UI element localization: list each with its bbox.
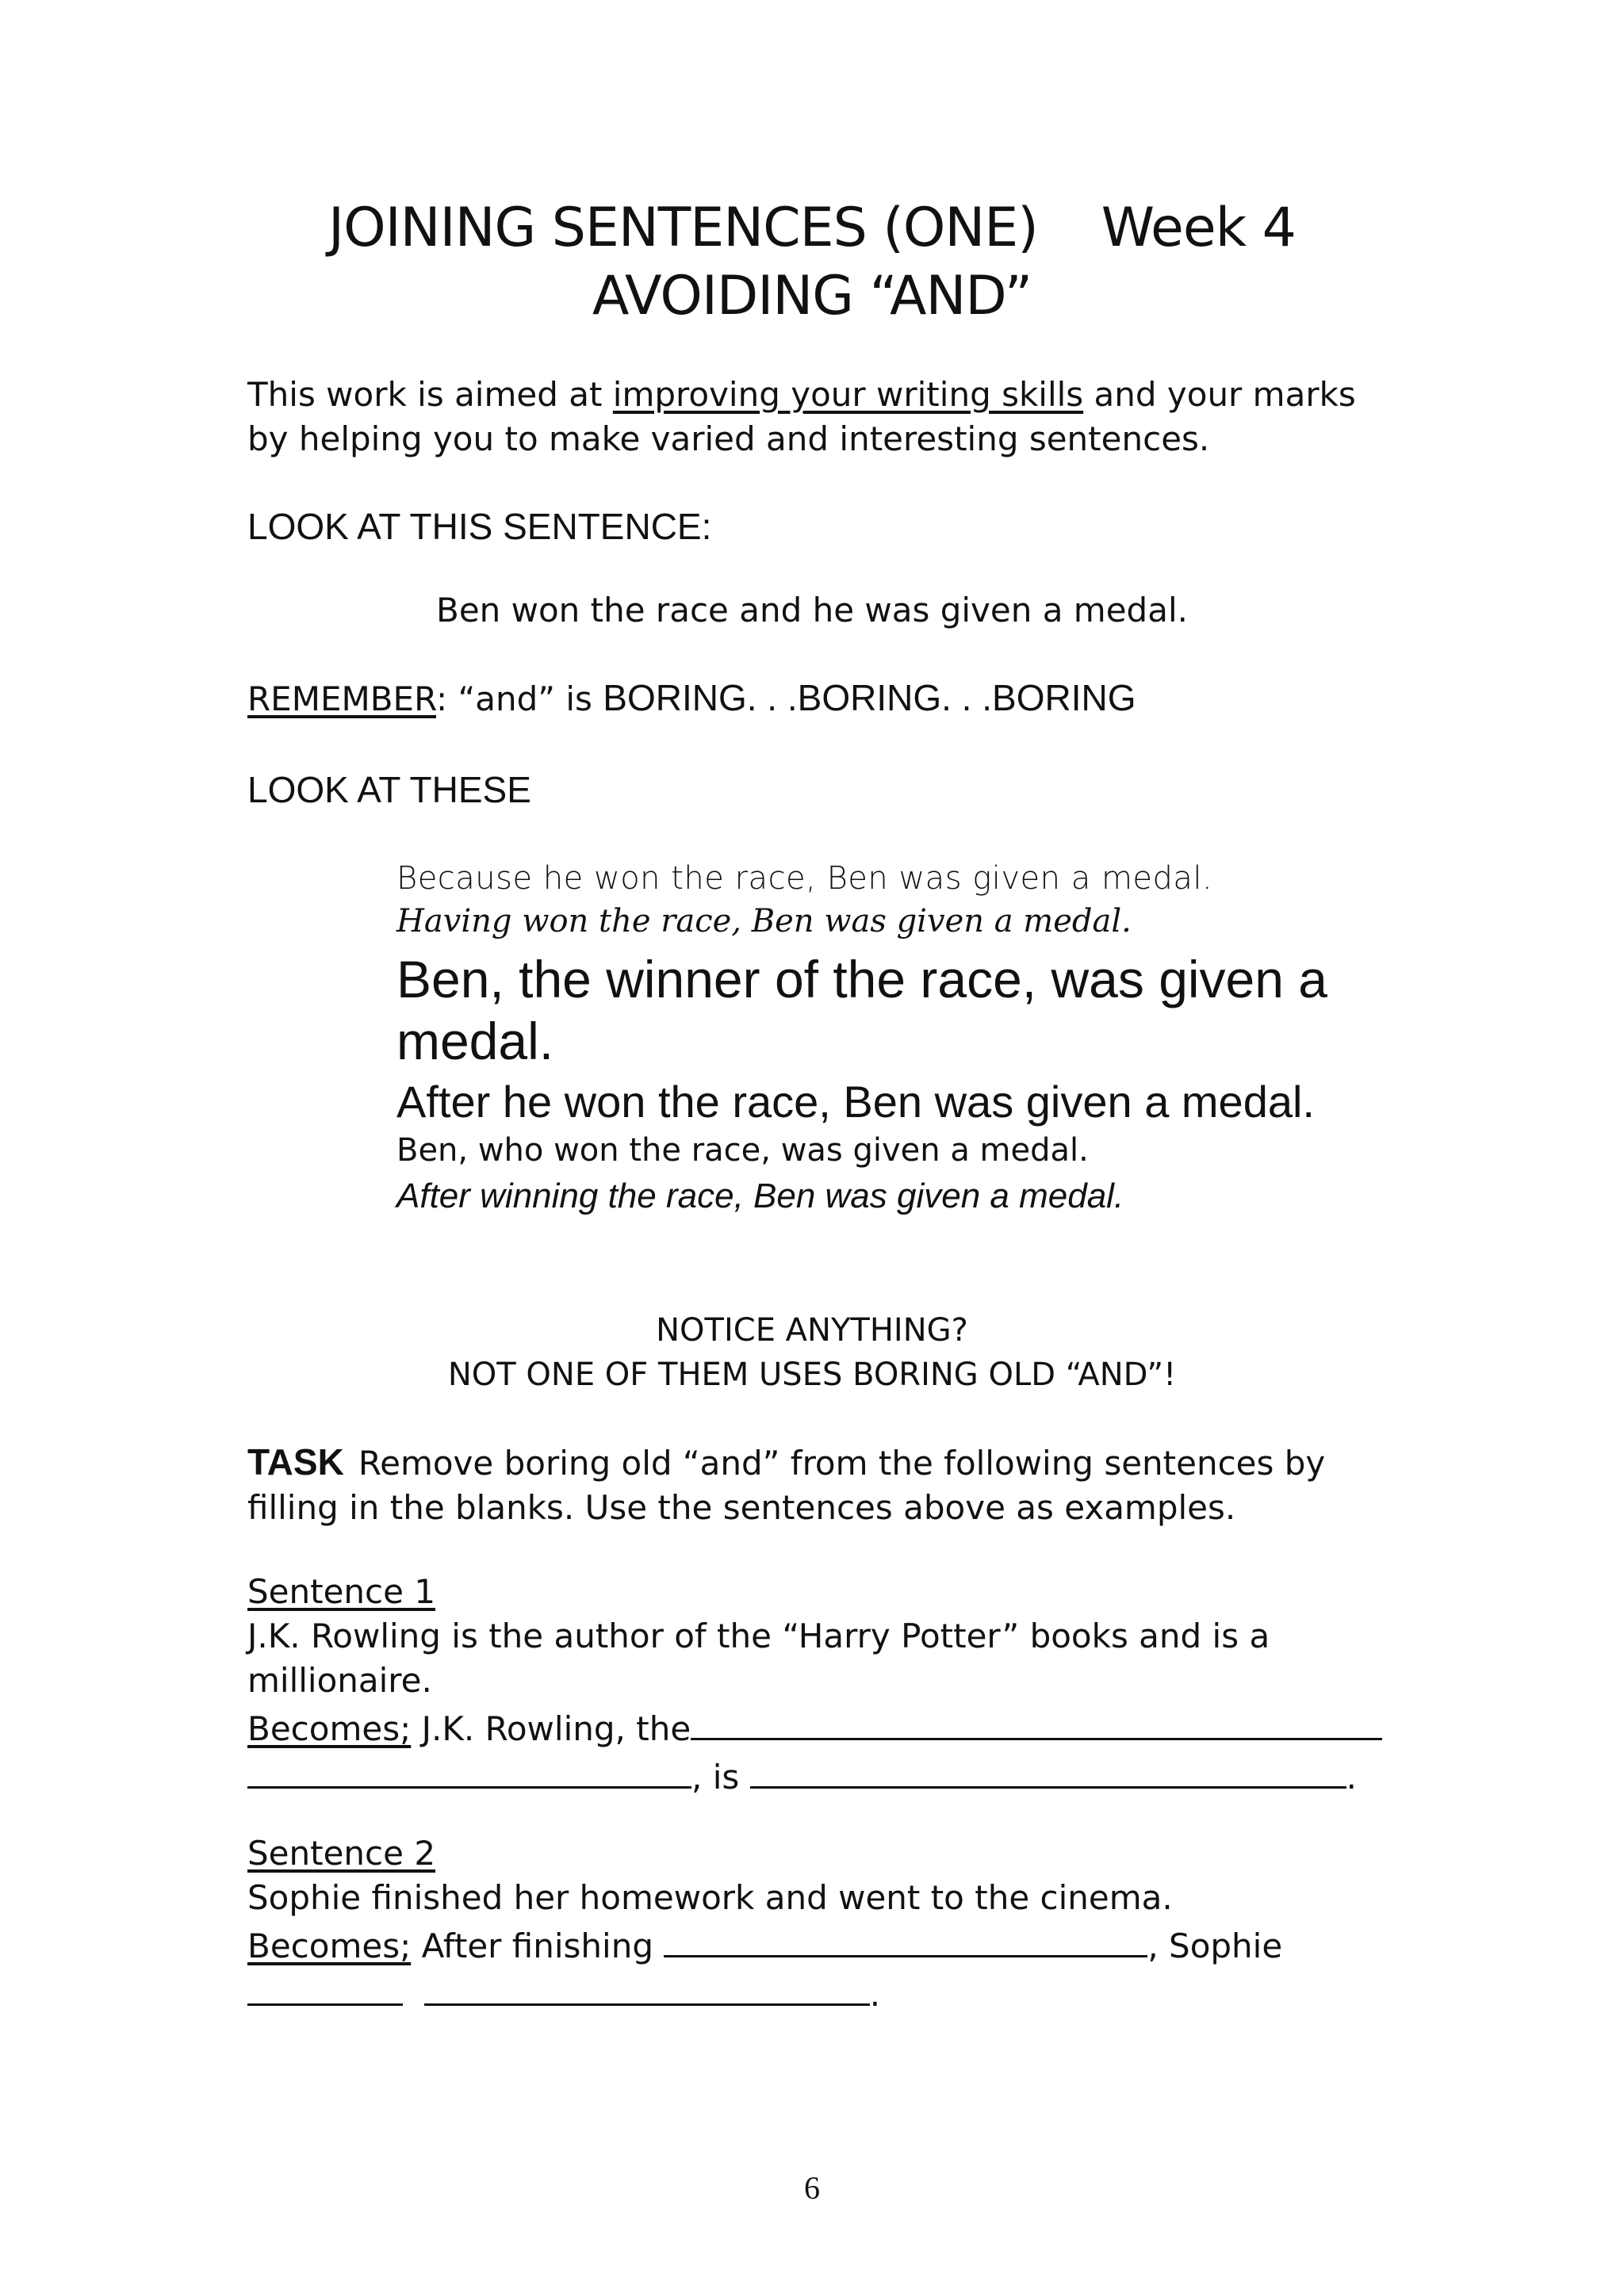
sentence-1-heading: Sentence 1 <box>247 1572 436 1611</box>
becomes-label: Becomes; <box>247 1709 412 1748</box>
page-number: 6 <box>804 2170 820 2206</box>
task-text: Remove boring old “and” from the following sentences by filling in the blanks. Use the sentences above as examples. <box>247 1444 1326 1527</box>
fill-blank[interactable] <box>247 1751 691 1789</box>
sentence-2-heading: Sentence 2 <box>247 1834 436 1873</box>
sentence-2-text: Sophie finished her homework and went to the cinema. <box>247 1878 1173 1917</box>
sentence-end-period: . <box>869 1975 881 2014</box>
fill-blank[interactable] <box>664 1920 1147 1957</box>
sentence-1-section <box>247 1570 1389 1800</box>
intro-text-end: and your marks by helping you to make varied and interesting sentences. <box>247 375 1356 458</box>
intro-text-start: This work is aimed at <box>247 375 613 414</box>
fill-blank[interactable] <box>750 1751 1346 1789</box>
sentence-end-period: . <box>1346 1758 1357 1797</box>
remember-line <box>247 675 1389 721</box>
sentence-2-becomes <box>247 1920 1389 1969</box>
example-item: After he won the race, Ben was given a medal. <box>396 1077 1315 1127</box>
becomes-start: J.K. Rowling, the <box>411 1709 691 1748</box>
task-label: TASK <box>247 1441 344 1483</box>
becomes-start: After finishing <box>411 1927 665 1965</box>
intro-paragraph <box>247 373 1389 461</box>
example-item: Having won the race, Ben was given a medal. <box>396 903 1132 939</box>
page-title <box>0 197 1624 259</box>
intro-underlined-text: improving your writing skills <box>612 375 1084 414</box>
example-sentence: Ben won the race and he was given a medal. <box>436 591 1188 629</box>
sentence-1-becomes-continued <box>247 1751 1389 1800</box>
notice-question: NOTICE ANYTHING? <box>656 1312 968 1349</box>
example-item: Because he won the race, Ben was given a medal. <box>396 860 1213 897</box>
title-week: Week 4 <box>1101 197 1296 259</box>
sentence-1-text: J.K. Rowling is the author of the “Harry Potter” books and is a millionaire. <box>247 1617 1270 1700</box>
fill-blank[interactable] <box>691 1703 1382 1740</box>
example-item: After winning the race, Ben was given a medal. <box>396 1177 1124 1215</box>
remember-label: REMEMBER <box>247 679 436 718</box>
look-at-these-heading: LOOK AT THESE <box>247 769 531 810</box>
comma-is: , is <box>691 1758 750 1797</box>
title-main: JOINING SENTENCES (ONE) <box>328 197 1038 259</box>
remember-boring: BORING. . .BORING. . .BORING <box>603 677 1136 718</box>
look-at-sentence-heading: LOOK AT THIS SENTENCE: <box>247 506 712 547</box>
comma-sophie: , Sophie <box>1147 1927 1283 1965</box>
example-sentences-list <box>396 856 1427 1219</box>
example-item: Ben, the winner of the race, was given a medal. <box>396 950 1328 1070</box>
becomes-label: Becomes; <box>247 1927 412 1965</box>
example-item: Ben, who won the race, was given a medal. <box>396 1132 1089 1169</box>
sentence-2-section <box>247 1831 1389 2017</box>
fill-blank[interactable] <box>247 1969 403 2006</box>
page-subtitle: AVOIDING “AND” <box>592 265 1032 327</box>
sentence-2-becomes-continued <box>247 1969 1389 2017</box>
sentence-1-becomes <box>247 1703 1389 1751</box>
fill-blank[interactable] <box>424 1969 870 2006</box>
notice-statement: NOT ONE OF THEM USES BORING OLD “AND”! <box>447 1357 1177 1393</box>
remember-middle: : “and” is <box>435 679 603 718</box>
task-instructions <box>247 1440 1389 1530</box>
